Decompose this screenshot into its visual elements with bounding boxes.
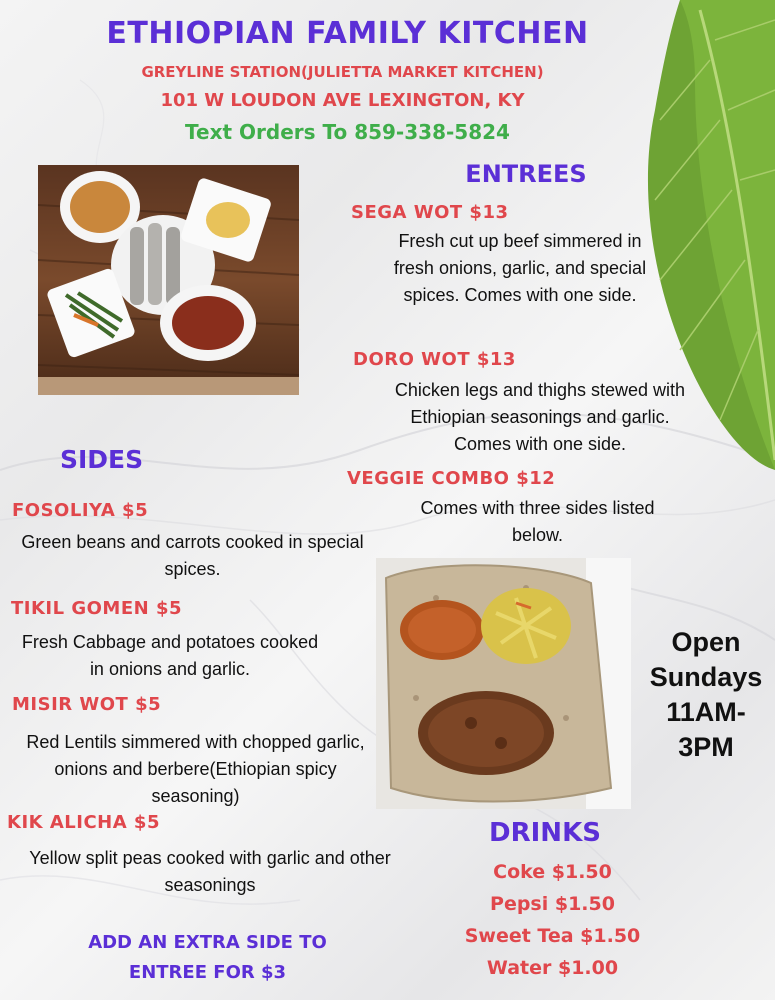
opening-hours [637,625,775,765]
sides-heading: SIDES [60,445,144,474]
hours-line: Open [671,627,741,657]
entree-description: Chicken legs and thighs stewed with Ethiopian seasonings and garlic. Comes with one side. [394,380,686,454]
side-name: KIK ALICHA $5 [7,812,160,833]
veggie-combo-photo [376,558,631,809]
side-name: TIKIL GOMEN $5 [11,598,183,619]
side-name: MISIR WOT $5 [12,694,162,715]
side-name: FOSOLIYA $5 [12,500,149,521]
restaurant-title: ETHIOPIAN FAMILY KITCHEN [106,16,589,51]
drink-item: Pepsi $1.50 [490,893,615,915]
phone-order-line[interactable]: Text Orders To 859-338-5824 [185,120,510,144]
side-description: Yellow split peas cooked with garlic and other seasonings [29,848,391,895]
entree-name: SEGA WOT $13 [351,202,509,223]
drink-item: Coke $1.50 [493,861,612,883]
extra-side-note: ADD AN EXTRA SIDE TO ENTREE FOR $3 [88,932,327,983]
drink-item: Water $1.00 [486,957,619,979]
drink-item: Sweet Tea $1.50 [464,925,641,947]
entree-name: VEGGIE COMBO $12 [347,468,556,489]
hours-line: 3PM [678,732,734,762]
entree-description: Comes with three sides listed below. [420,498,655,545]
location-name: GREYLINE STATION(JULIETTA MARKET KITCHEN) [141,63,544,81]
entree-description: Fresh cut up beef simmered in fresh onions, garlic, and special spices. Comes with one side. [393,231,647,305]
side-description: Red Lentils simmered with chopped garlic, onions and berbere(Ethiopian spicy seasoning) [26,732,365,806]
side-description: Fresh Cabbage and potatoes cooked in onions and garlic. [21,632,319,679]
drinks-list [445,856,660,984]
entree-name: DORO WOT $13 [353,349,516,370]
street-address: 101 W LOUDON AVE LEXINGTON, KY [160,90,525,111]
side-description: Green beans and carrots cooked in special spices. [21,532,364,579]
hours-line: 11AM- [666,697,746,727]
injera-platter-photo [38,165,299,395]
entrees-heading: ENTREES [465,160,587,188]
drinks-heading: DRINKS [489,818,601,848]
hours-line: Sundays [649,662,763,692]
